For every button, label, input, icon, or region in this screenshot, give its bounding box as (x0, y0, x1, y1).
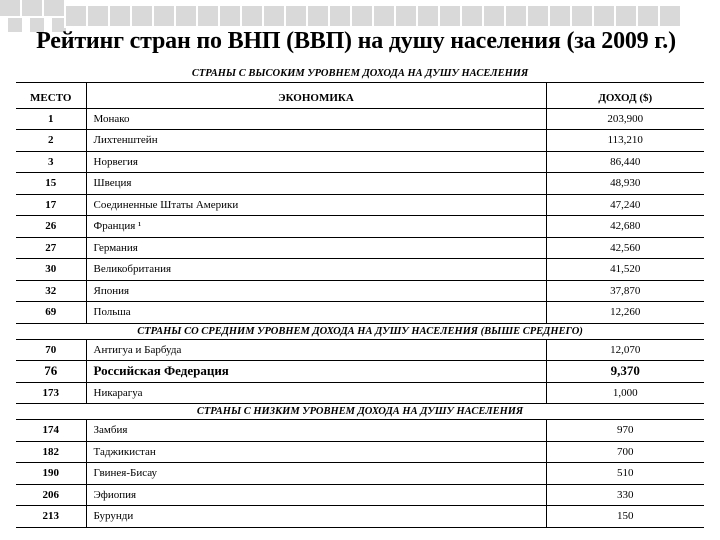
decorative-square (286, 6, 306, 26)
row-place: 69 (16, 302, 86, 324)
decorative-square (440, 6, 460, 26)
table-row (16, 339, 704, 361)
row-income: 12,070 (546, 339, 704, 361)
table-row (16, 130, 704, 152)
decorative-square (264, 6, 284, 26)
row-place: 76 (16, 361, 86, 383)
row-place: 15 (16, 173, 86, 195)
row-place: 30 (16, 259, 86, 281)
decorative-square (462, 6, 482, 26)
decorative-square (176, 6, 196, 26)
table-row (16, 151, 704, 173)
decorative-square (220, 6, 240, 26)
row-economy: Антигуа и Барбуда (86, 339, 546, 361)
row-place: 190 (16, 463, 86, 485)
row-place: 2 (16, 130, 86, 152)
decorative-square (352, 6, 372, 26)
decorative-square (572, 6, 592, 26)
decorative-square (550, 6, 570, 26)
table-row (16, 484, 704, 506)
row-place: 173 (16, 382, 86, 404)
decorative-square (242, 6, 262, 26)
table-row (16, 173, 704, 195)
row-place: 3 (16, 151, 86, 173)
row-place: 17 (16, 194, 86, 216)
row-economy: Франция ¹ (86, 216, 546, 238)
row-income: 510 (546, 463, 704, 485)
row-place: 206 (16, 484, 86, 506)
row-economy: Германия (86, 237, 546, 259)
income-ranking-table (16, 66, 704, 528)
row-income: 37,870 (546, 280, 704, 302)
row-economy: Польша (86, 302, 546, 324)
table-row (16, 280, 704, 302)
row-income: 203,900 (546, 108, 704, 130)
decorative-square (110, 6, 130, 26)
row-economy: Норвегия (86, 151, 546, 173)
decorative-square (154, 6, 174, 26)
row-economy: Российская Федерация (86, 361, 546, 383)
row-income: 41,520 (546, 259, 704, 281)
decorative-square (374, 6, 394, 26)
decorative-square (484, 6, 504, 26)
row-income: 113,210 (546, 130, 704, 152)
row-economy: Монако (86, 108, 546, 130)
decorative-square (22, 0, 42, 16)
table-row (16, 194, 704, 216)
row-income: 42,560 (546, 237, 704, 259)
decorative-square (330, 6, 350, 26)
decorative-square (506, 6, 526, 26)
row-place: 182 (16, 441, 86, 463)
row-economy: Таджикистан (86, 441, 546, 463)
row-income: 86,440 (546, 151, 704, 173)
row-economy: Япония (86, 280, 546, 302)
table-row (16, 441, 704, 463)
row-income: 47,240 (546, 194, 704, 216)
row-income: 9,370 (546, 361, 704, 383)
decorative-square (132, 6, 152, 26)
row-economy: Эфиопия (86, 484, 546, 506)
row-place: 70 (16, 339, 86, 361)
row-place: 32 (16, 280, 86, 302)
row-income: 150 (546, 506, 704, 528)
table-row (16, 463, 704, 485)
decorative-square (66, 6, 86, 26)
decorative-square (198, 6, 218, 26)
row-income: 330 (546, 484, 704, 506)
table-row (16, 259, 704, 281)
row-place: 1 (16, 108, 86, 130)
table-row (16, 506, 704, 528)
table-row (16, 108, 704, 130)
row-income: 1,000 (546, 382, 704, 404)
decorative-square (616, 6, 636, 26)
section-heading: СТРАНЫ С НИЗКИМ УРОВНЕМ ДОХОДА НА ДУШУ НАСЕЛЕНИЯ (16, 404, 704, 420)
header-income: ДОХОД ($) (546, 82, 704, 108)
row-economy: Швеция (86, 173, 546, 195)
row-place: 26 (16, 216, 86, 238)
row-economy: Соединенные Штаты Америки (86, 194, 546, 216)
row-income: 12,260 (546, 302, 704, 324)
table-row (16, 420, 704, 442)
section-heading: СТРАНЫ С ВЫСОКИМ УРОВНЕМ ДОХОДА НА ДУШУ НАСЕЛЕНИЯ (16, 66, 704, 82)
header-economy: ЭКОНОМИКА (86, 82, 546, 108)
section-heading: СТРАНЫ СО СРЕДНИМ УРОВНЕМ ДОХОДА НА ДУШУ НАСЕЛЕНИЯ (ВЫШЕ СРЕДНЕГО) (16, 323, 704, 339)
row-place: 27 (16, 237, 86, 259)
row-income: 48,930 (546, 173, 704, 195)
row-economy: Великобритания (86, 259, 546, 281)
decorative-square (396, 6, 416, 26)
table-row (16, 361, 704, 383)
decorative-square (660, 6, 680, 26)
table-row (16, 382, 704, 404)
row-place: 174 (16, 420, 86, 442)
table-row (16, 216, 704, 238)
decorative-square (638, 6, 658, 26)
decorative-square (88, 6, 108, 26)
row-economy: Гвинея-Бисау (86, 463, 546, 485)
row-income: 970 (546, 420, 704, 442)
row-income: 700 (546, 441, 704, 463)
decorative-square (308, 6, 328, 26)
decorative-square (528, 6, 548, 26)
decorative-square (418, 6, 438, 26)
row-income: 42,680 (546, 216, 704, 238)
table-row (16, 237, 704, 259)
decorative-square (594, 6, 614, 26)
table-row (16, 302, 704, 324)
row-place: 213 (16, 506, 86, 528)
row-economy: Лихтенштейн (86, 130, 546, 152)
decorative-square (44, 0, 64, 16)
page-title: Рейтинг стран по ВНП (ВВП) на душу населения (за 2009 г.) (36, 28, 676, 54)
row-economy: Никарагуа (86, 382, 546, 404)
decorative-square (0, 0, 20, 16)
row-economy: Замбия (86, 420, 546, 442)
header-place: МЕСТО (16, 82, 86, 108)
row-economy: Бурунди (86, 506, 546, 528)
